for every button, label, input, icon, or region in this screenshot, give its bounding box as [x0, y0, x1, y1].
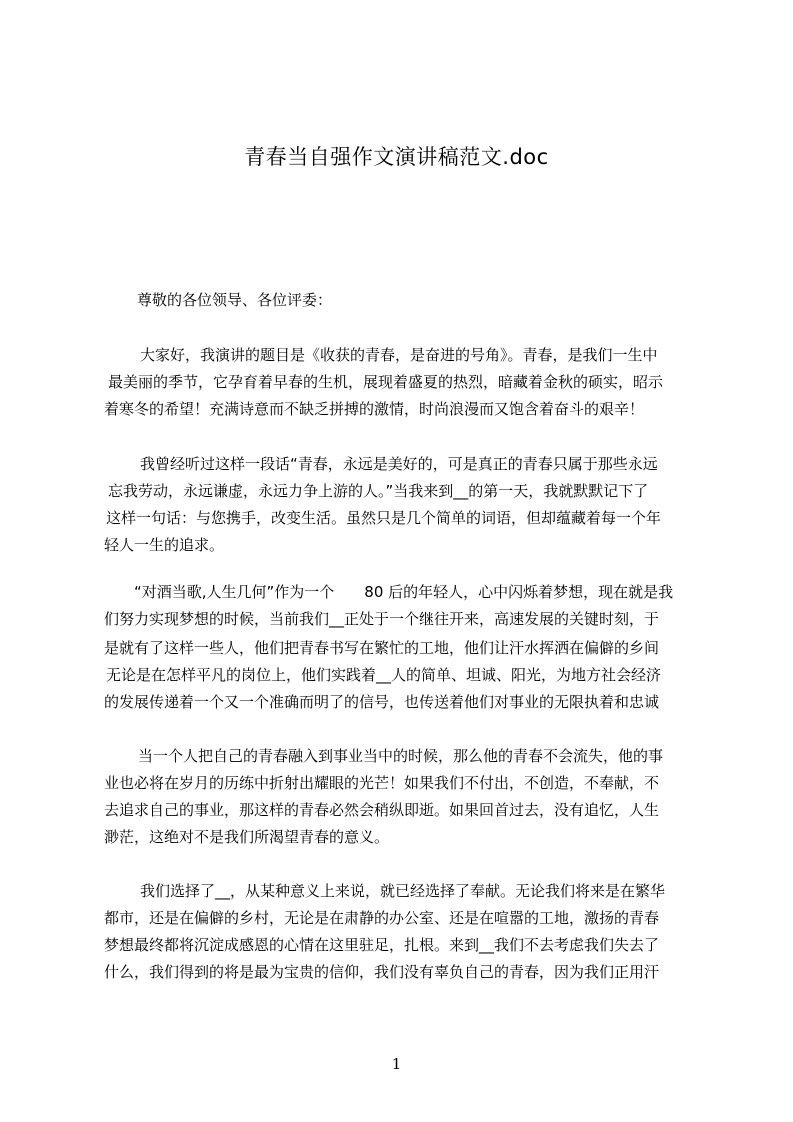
text-line: 都市，还是在偏僻的乡村，无论是在肃静的办公室、还是在喧嚣的工地，激扬的青春: [104, 909, 660, 927]
document-title: 青春当自强作文演讲稿范文.doc: [244, 145, 549, 169]
text-line: 渺茫，这绝对不是我们所渴望青春的意义。: [104, 828, 390, 846]
text-line: 业也必将在岁月的历练中折射出耀眼的光芒！如果我们不付出，不创造，不奉献，不: [104, 774, 660, 792]
text-line: 当一个人把自己的青春融入到事业当中的时候，那么他的青春不会流失，他的事: [138, 747, 664, 765]
text-line: 着寒冬的希望！充满诗意而不缺乏拼搏的激情，时尚浪漫而又饱含着奋斗的艰辛！: [104, 400, 645, 418]
text-line: 去追求自己的事业，那这样的青春必然会稍纵即逝。如果回首过去，没有追忆，人生: [104, 801, 660, 819]
text-line: 忘我劳动，永远谦虚，永远力争上游的人。”当我来到__的第一天，我就默默记下了: [108, 482, 649, 500]
text-line: 们努力实现梦想的时候，当前我们__正处于一个继往开来，高速发展的关键时刻，于: [104, 610, 660, 628]
text-line: 的发展传递着一个又一个准确而明了的信号，也传送着他们对事业的无限执着和忠诚: [104, 693, 660, 711]
text-line: “对酒当歌,人生几何”作为一个 80 后的年轻人，心中闪烁着梦想，现在就是我: [134, 583, 674, 601]
text-line: 这样一句话：与您携手，改变生活。虽然只是几个简单的词语，但却蕴藏着每一个年: [106, 509, 662, 527]
text-line: 无论是在怎样平凡的岗位上，他们实践着__人的简单、坦诚、阳光，为地方社会经济: [106, 666, 662, 684]
text-line: 我们选择了__，从某种意义上来说，就已经选择了奉献。无论我们将来是在繁华: [140, 882, 666, 900]
text-line: 我曾经听过这样一段话“青春，永远是美好的，可是真正的青春只属于那些永远: [140, 455, 658, 473]
text-line: 大家好，我演讲的题目是《收获的青春，是奋进的号角》。青春，是我们一生中: [140, 346, 658, 364]
text-line: 最美丽的季节，它孕育着早春的生机，展现着盛夏的热烈，暗藏着金秋的硕实，昭示: [108, 373, 664, 391]
text-line: 什么，我们得到的将是最为宝贵的信仰，我们没有辜负自己的青春，因为我们正用汗: [104, 963, 660, 981]
text-line: 尊敬的各位领导、各位评委：: [137, 291, 333, 309]
text-line: 梦想最终都将沉淀成感恩的心情在这里驻足，扎根。来到__我们不去考虑我们失去了: [104, 936, 660, 954]
page-number: 1: [391, 1055, 402, 1073]
text-line: 轻人一生的追求。: [104, 536, 225, 554]
text-line: 是就有了这样一些人，他们把青春书写在繁忙的工地，他们让汗水挥洒在偏僻的乡间: [104, 639, 660, 657]
